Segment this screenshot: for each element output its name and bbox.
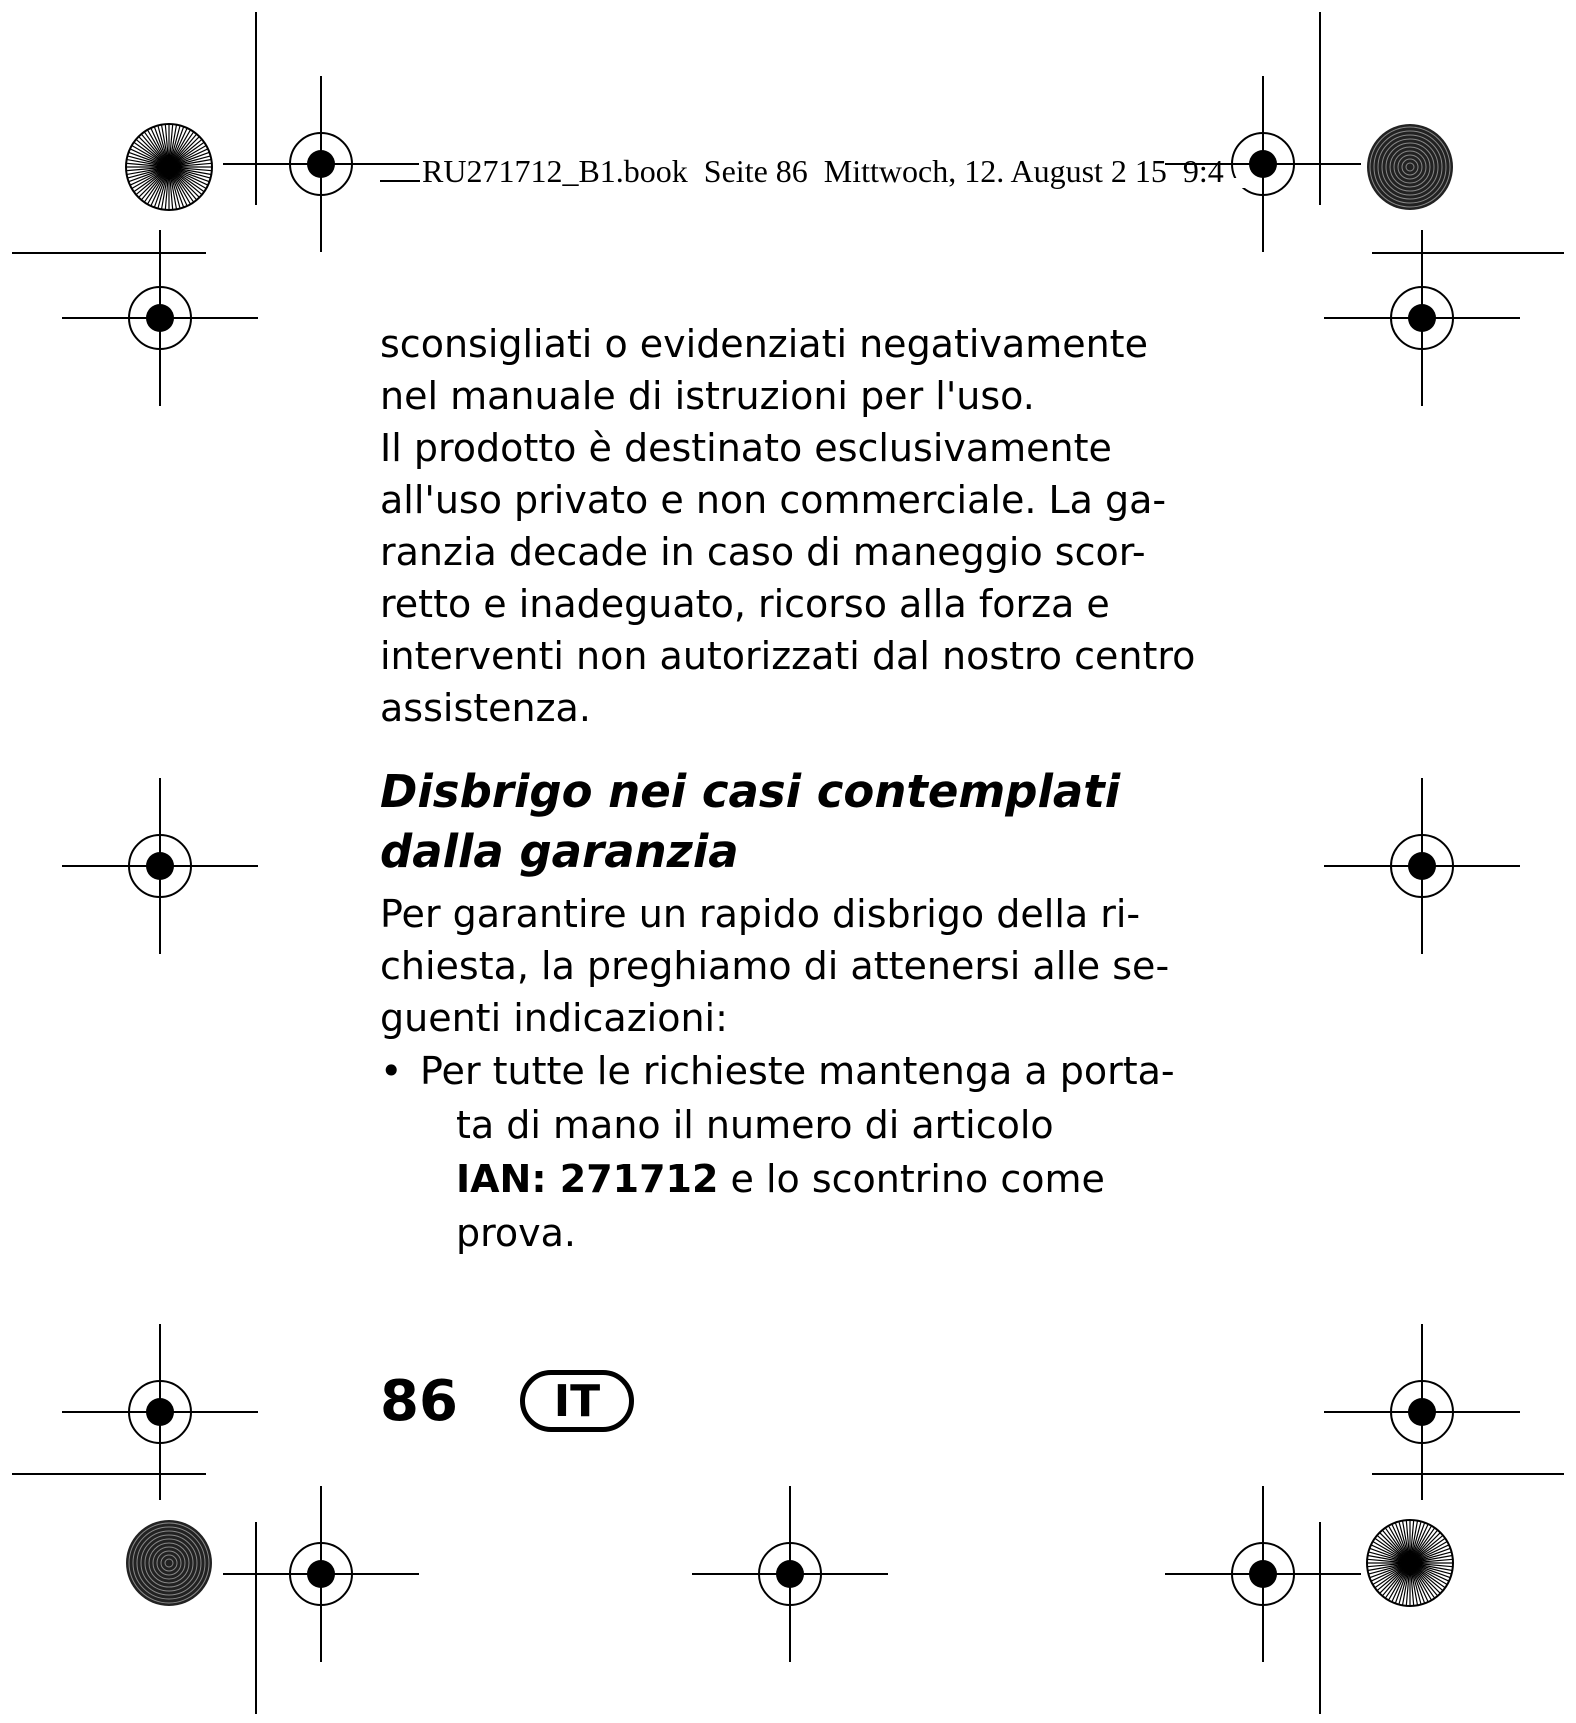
ian-number: IAN: 271712: [456, 1157, 719, 1201]
body-line: retto e inadeguato, ricorso alla forza e: [380, 582, 1110, 626]
body-line: assistenza.: [380, 686, 591, 730]
bullet-line-ian: [420, 1152, 1200, 1206]
page-number: 86: [380, 1369, 458, 1434]
intro-line: guenti indicazioni:: [380, 996, 728, 1040]
bullet-line-rest: e lo scontrino come: [718, 1157, 1105, 1201]
print-slug: [380, 154, 1224, 187]
body-line: ranzia decade in caso di maneggio scor-: [380, 530, 1146, 574]
crosshair-mark: [1324, 230, 1520, 406]
warranty-paragraph: [380, 318, 1200, 734]
intro-line: Per garantire un rapido disbrigo della ri-: [380, 892, 1141, 936]
bullet-line: prova.: [456, 1211, 577, 1255]
body-line: sconsigliati o evidenziati negativamente: [380, 322, 1148, 366]
heading-line: Disbrigo nei casi contemplati: [380, 765, 1121, 818]
crosshair-mark: [62, 778, 258, 954]
sunburst-ray-mark: [1367, 1520, 1453, 1606]
crosshair-mark: [1165, 1486, 1361, 1662]
bullet-line: Per tutte le richieste mantenga a porta-: [420, 1049, 1175, 1093]
crosshair-mark: [692, 1486, 888, 1662]
crosshair-mark: [223, 1486, 419, 1662]
crosshair-mark: [62, 230, 258, 406]
bullet-line: ta di mano il numero di articolo: [456, 1103, 1054, 1147]
body-line: all'uso privato e non commerciale. La ga-: [380, 478, 1167, 522]
heading-line: dalla garanzia: [380, 825, 739, 878]
body-line: Il prodotto è destinato esclusivamente: [380, 426, 1112, 470]
section-heading: [380, 762, 1200, 882]
concentric-ring-mark: [126, 1520, 212, 1606]
slug-text: RU271712_B1.book Seite 86 Mittwoch, 12. August 2 15 9:4: [422, 153, 1224, 189]
crosshair-mark: [1324, 778, 1520, 954]
sunburst-ray-mark: [126, 124, 212, 210]
bullet-dot: •: [380, 1049, 403, 1093]
slug-underline: [380, 154, 420, 182]
intro-paragraph: [380, 888, 1200, 1044]
intro-line: chiesta, la preghiamo di attenersi alle se-: [380, 944, 1170, 988]
bullet-text: [420, 1044, 1200, 1260]
concentric-ring-mark: [1367, 124, 1453, 210]
body-line: interventi non autorizzati dal nostro centro: [380, 634, 1196, 678]
body-line: nel manuale di istruzioni per l'uso.: [380, 374, 1035, 418]
language-badge: IT: [520, 1370, 634, 1432]
